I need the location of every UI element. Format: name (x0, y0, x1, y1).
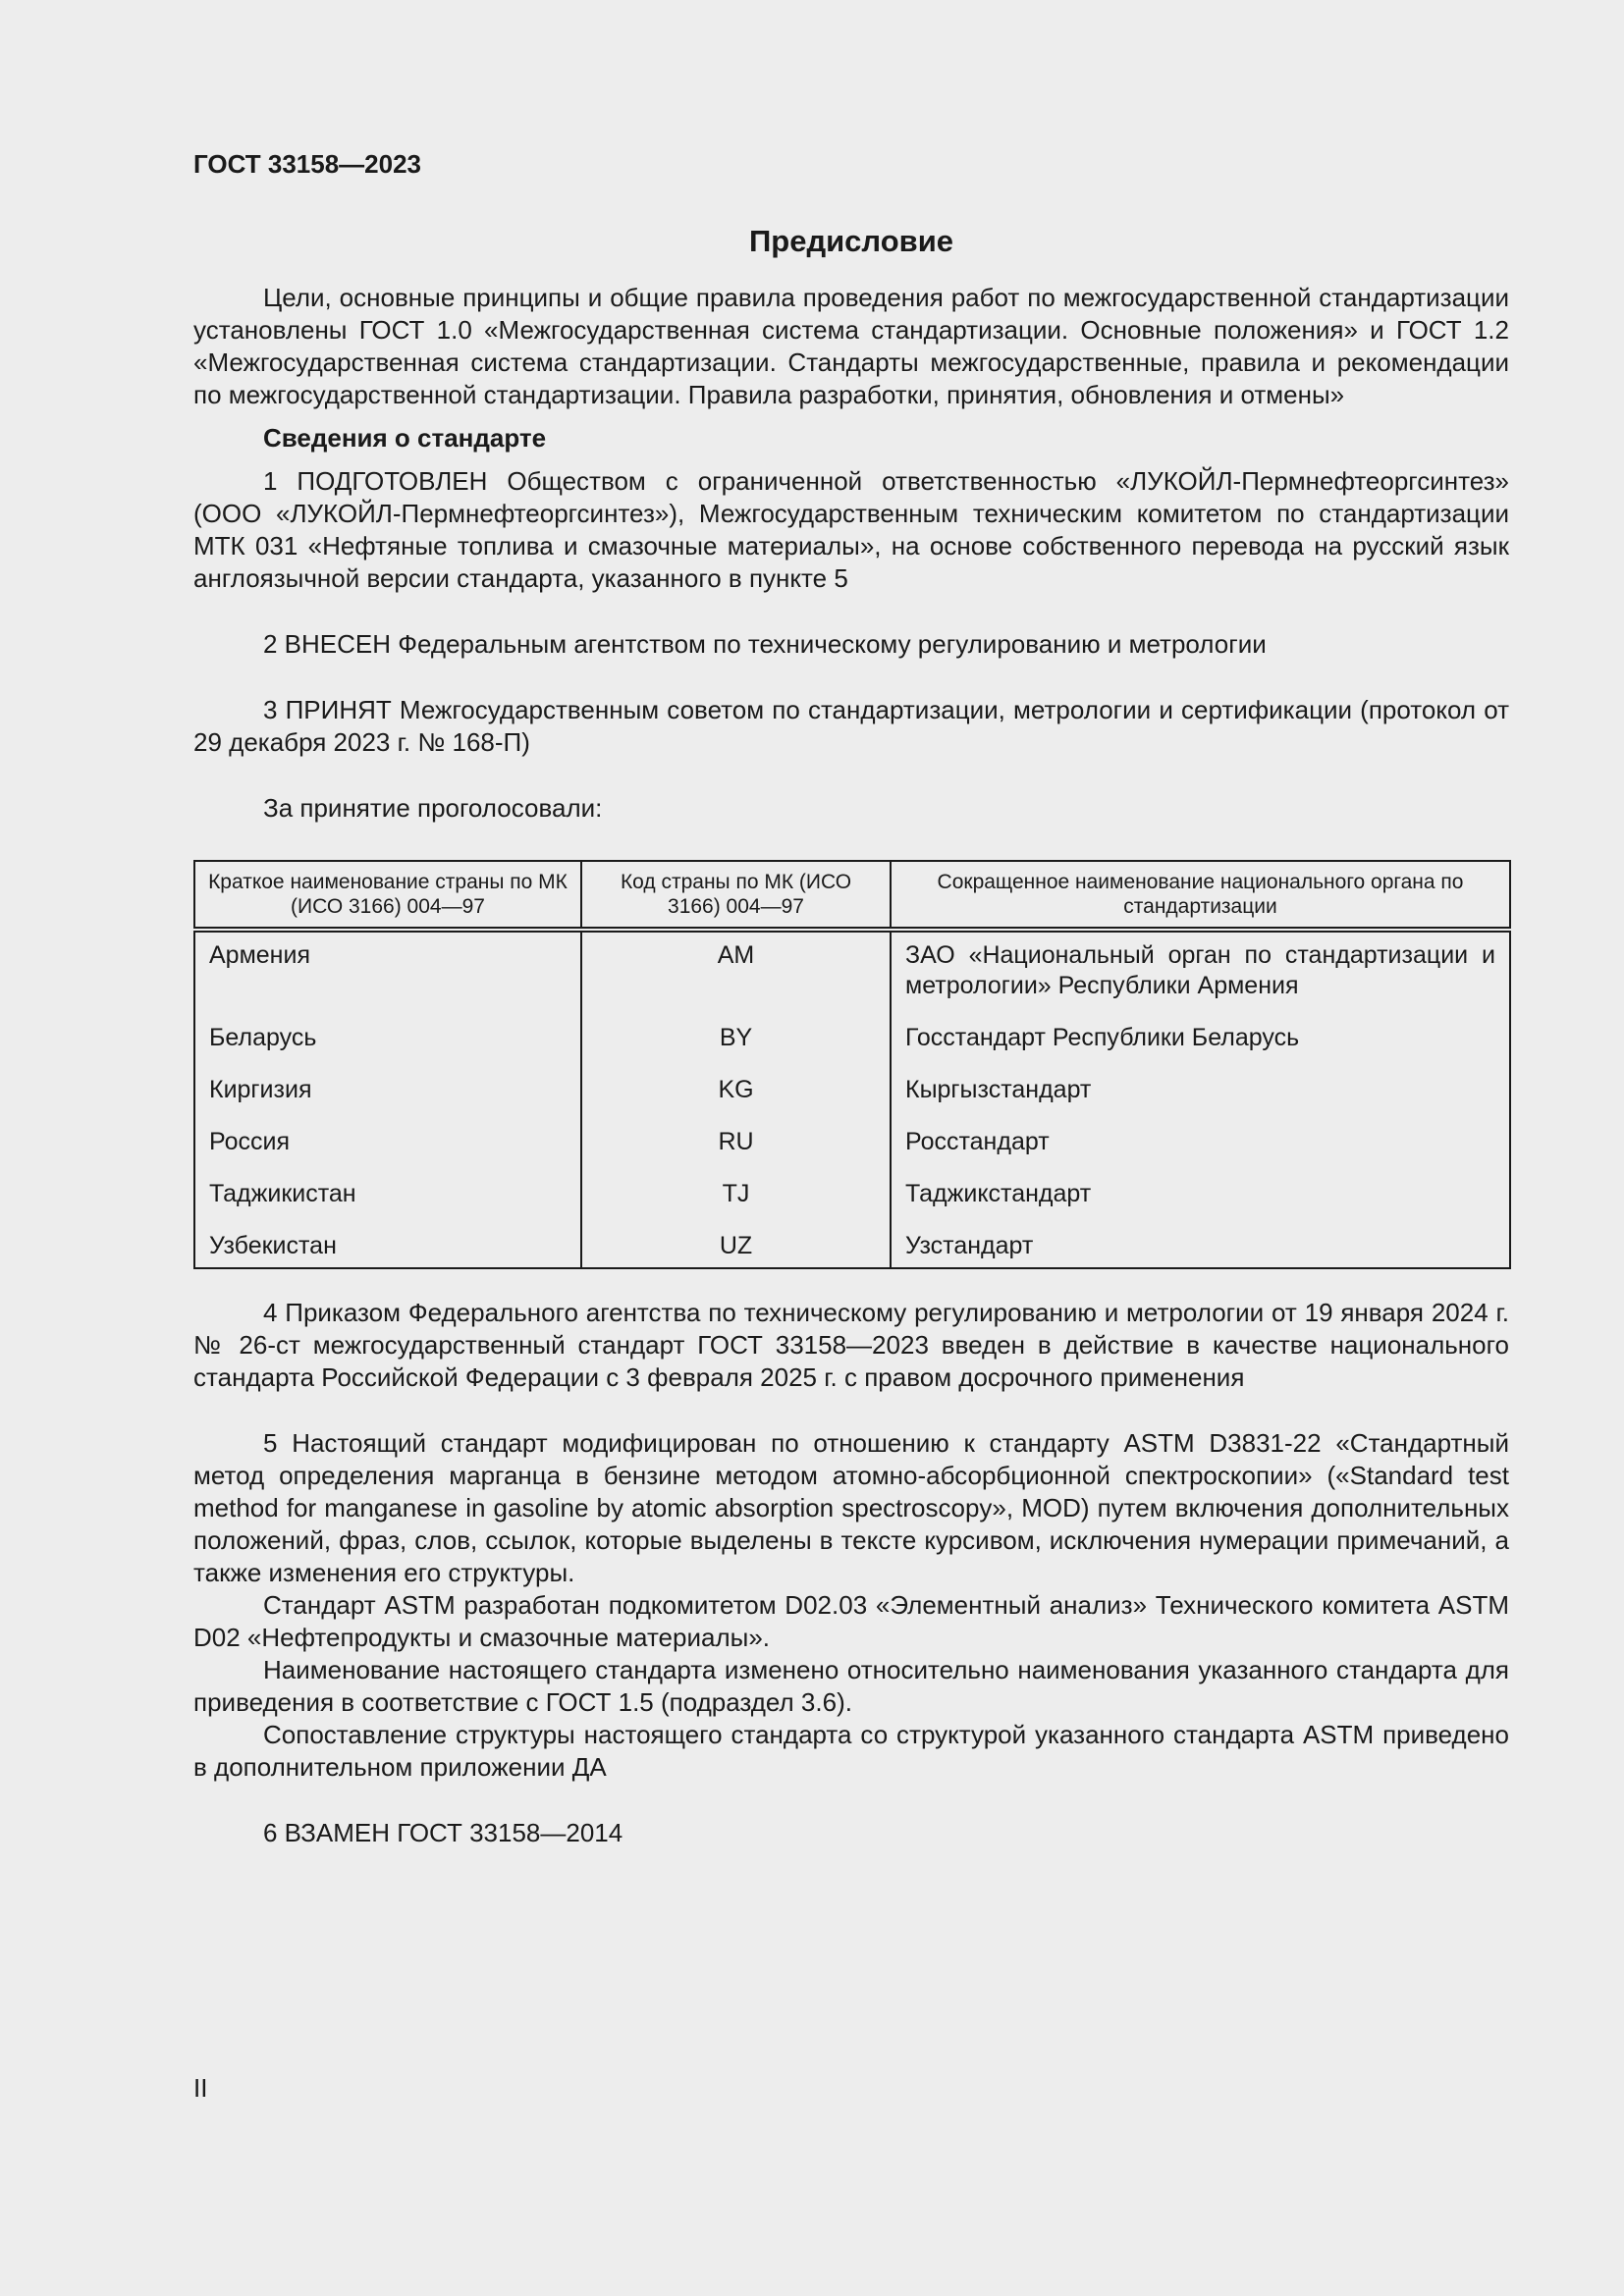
code-cell: UZ (581, 1228, 891, 1268)
code-cell: AM (581, 930, 891, 1020)
organization-cell: Росстандарт (891, 1124, 1510, 1176)
page-content (193, 222, 1509, 1849)
voted-label: За принятие проголосовали: (263, 793, 603, 823)
paragraph-item-1: 1 ПОДГОТОВЛЕН Обществом с ограниченной ответственностью «ЛУКОЙЛ-Пермнефтеоргсинтез» (ООО «ЛУКОЙЛ-Пермнефтеоргсинтез»), Межгосударственным техническим комитетом по стандартизации МТК 031 «Нефтяные топлива и смазочные материалы», на основе собственного перевода на русский язык англоязычной версии стандарта, указанного в пункте 5 (193, 466, 1509, 593)
paragraph-item-6: 6 ВЗАМЕН ГОСТ 33158—2014 (263, 1818, 623, 1847)
voting-table (193, 860, 1511, 1269)
page-title: Предисловие (748, 224, 953, 258)
country-cell: Узбекистан (194, 1228, 581, 1268)
code-cell: TJ (581, 1176, 891, 1228)
table-row (194, 1176, 1510, 1228)
document-code: ГОСТ 33158—2023 (193, 149, 421, 179)
organization-cell: Госстандарт Республики Беларусь (891, 1020, 1510, 1072)
organization-cell: Узстандарт (891, 1228, 1510, 1268)
paragraph-item-2: 2 ВНЕСЕН Федеральным агентством по техническому регулированию и метрологии (263, 629, 1267, 659)
table-row (194, 930, 1510, 1020)
paragraph-item-5-astm: Стандарт ASTM разработан подкомитетом D02.03 «Элементный анализ» Технического комитета ASTM D02 «Нефтепродукты и смазочные материалы». (193, 1590, 1509, 1652)
page-number: II (193, 2073, 208, 2103)
country-cell: Беларусь (194, 1020, 581, 1072)
code-cell: BY (581, 1020, 891, 1072)
table-row (194, 1020, 1510, 1072)
column-header-organization: Сокращенное наименование национального органа по стандартизации (891, 861, 1510, 930)
paragraph-item-5: 5 Настоящий стандарт модифицирован по отношению к стандарту ASTM D3831-22 «Стандартный метод определения марганца в бензине методом атомно-абсорбционной спектроскопии» («Standard test method for manganese in gasoline by atomic absorption spectroscopy», MOD) путем включения дополнительных положений, фраз, слов, ссылок, которые выделены в тексте курсивом, исключения нумерации примечаний, а также изменения его структуры. (193, 1428, 1509, 1587)
organization-cell: Кыргызстандарт (891, 1072, 1510, 1124)
country-cell: Армения (194, 930, 581, 1020)
table-header-row (194, 861, 1510, 930)
column-header-code: Код страны по МК (ИСО 3166) 004—97 (581, 861, 891, 930)
paragraph-item-4: 4 Приказом Федерального агентства по техническому регулированию и метрологии от 19 января 2024 г. № 26-ст межгосударственный стандарт ГОСТ 33158—2023 введен в действие в качестве национального стандарта Российской Федерации с 3 февраля 2025 г. с правом досрочного применения (193, 1298, 1509, 1392)
organization-cell: ЗАО «Национальный орган по стандартизации и метрологии» Республики Армения (891, 930, 1510, 1020)
organization-cell: Таджикстандарт (891, 1176, 1510, 1228)
paragraph-item-3: 3 ПРИНЯТ Межгосударственным советом по стандартизации, метрологии и сертификации (протокол от 29 декабря 2023 г. № 168-П) (193, 695, 1509, 757)
paragraph-item-5-comparison: Сопоставление структуры настоящего стандарта со структурой указанного стандарта ASTM приведено в дополнительном приложении ДА (193, 1720, 1509, 1782)
table-row (194, 1072, 1510, 1124)
intro-paragraph: Цели, основные принципы и общие правила проведения работ по межгосударственной стандартизации установлены ГОСТ 1.0 «Межгосударственная система стандартизации. Основные положения» и ГОСТ 1.2 «Межгосударственная система стандартизации. Стандарты межгосударственные, правила и рекомендации по межгосударственной стандартизации. Правила разработки, принятия, обновления и отмены» (193, 283, 1509, 409)
country-cell: Россия (194, 1124, 581, 1176)
paragraph-item-5-title-change: Наименование настоящего стандарта изменено относительно наименования указанного стандарта для приведения в соответствие с ГОСТ 1.5 (подраздел 3.6). (193, 1655, 1509, 1717)
country-cell: Таджикистан (194, 1176, 581, 1228)
country-cell: Киргизия (194, 1072, 581, 1124)
column-header-country: Краткое наименование страны по МК (ИСО 3166) 004—97 (194, 861, 581, 930)
code-cell: KG (581, 1072, 891, 1124)
code-cell: RU (581, 1124, 891, 1176)
table-row (194, 1124, 1510, 1176)
section-heading: Сведения о стандарте (263, 423, 547, 453)
table-row (194, 1228, 1510, 1268)
